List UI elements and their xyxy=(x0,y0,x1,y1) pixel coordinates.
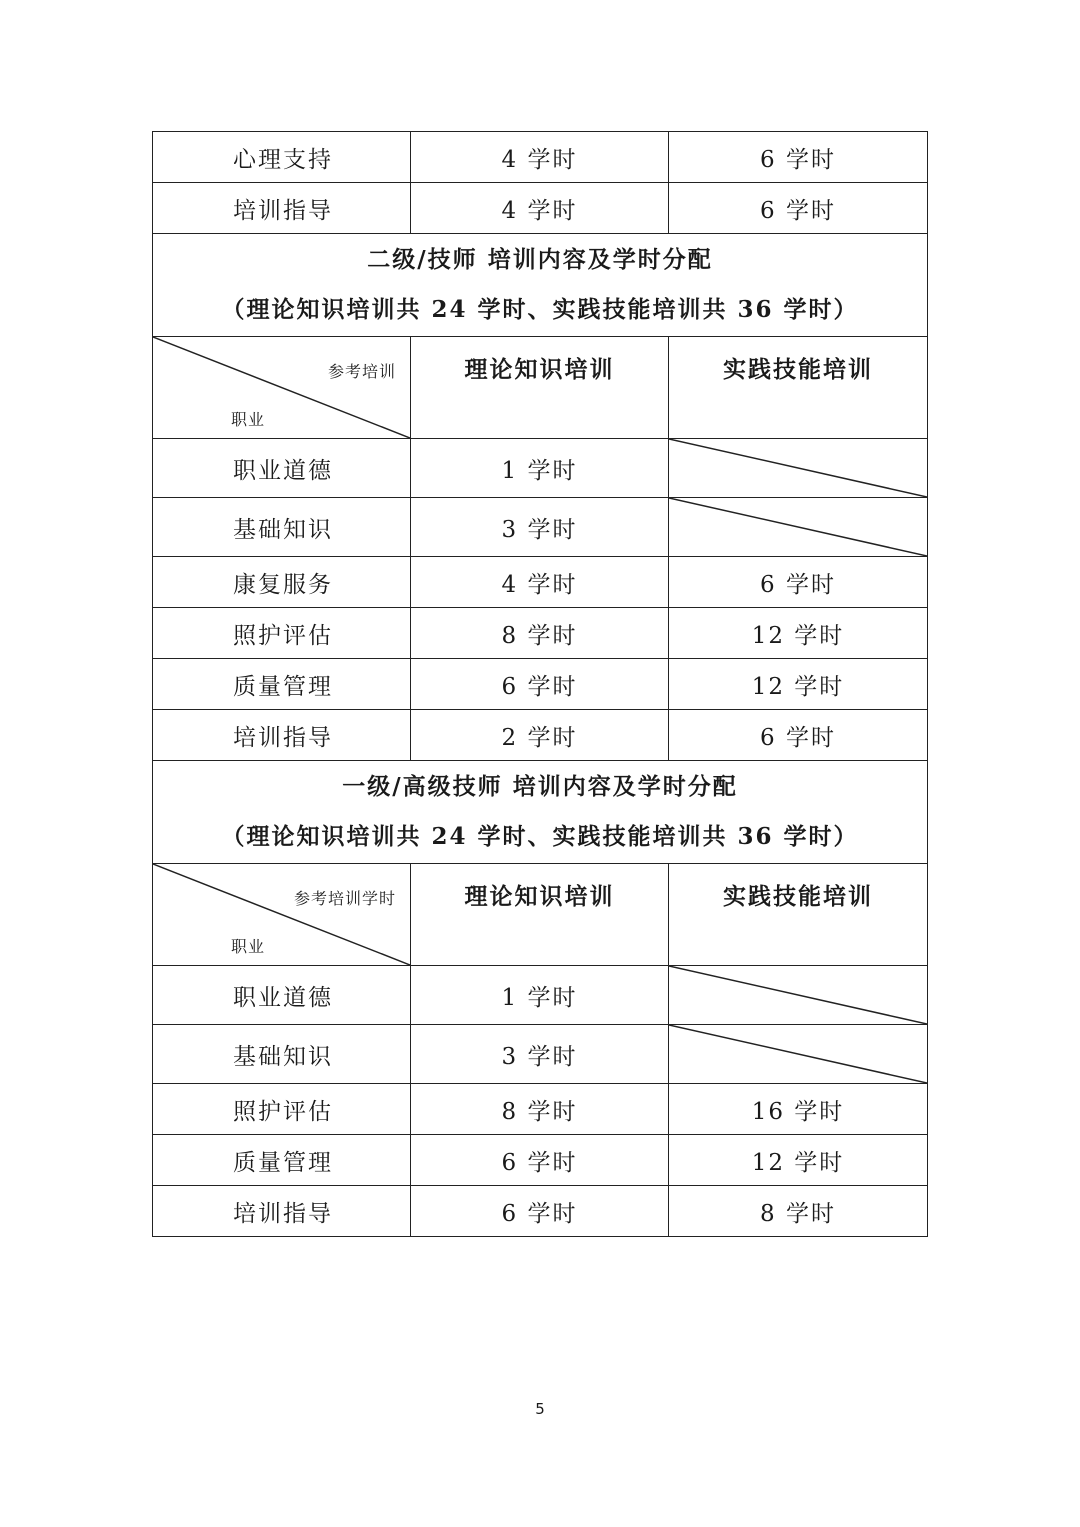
item-cell: 基础知识 xyxy=(153,1025,411,1084)
diagonal-line xyxy=(669,1025,927,1083)
practice-hours-cell: 6 学时 xyxy=(669,557,928,608)
table-row xyxy=(153,183,928,234)
corner-header-cell xyxy=(153,337,411,439)
section-title: 二级/技师 培训内容及学时分配 xyxy=(367,246,713,273)
theory-hours-cell: 1 学时 xyxy=(411,966,669,1025)
table-row xyxy=(153,132,928,183)
header-theory-label: 理论知识培训 xyxy=(464,356,615,383)
item-cell: 质量管理 xyxy=(153,659,411,710)
theory-hours-cell: 4 学时 xyxy=(411,183,669,234)
theory-hours-cell: 4 学时 xyxy=(411,132,669,183)
table-row xyxy=(153,557,928,608)
item-cell: 基础知识 xyxy=(153,498,411,557)
practice-hours-cell: 6 学时 xyxy=(669,183,928,234)
header-theory xyxy=(411,337,669,439)
diagonal-line xyxy=(153,337,410,438)
practice-hours-cell: 12 学时 xyxy=(669,1135,928,1186)
theory-hours-cell: 4 学时 xyxy=(411,557,669,608)
item-cell: 照护评估 xyxy=(153,1084,411,1135)
table-row xyxy=(153,1084,928,1135)
table-row xyxy=(153,1025,928,1084)
table-row xyxy=(153,498,928,557)
table-row xyxy=(153,659,928,710)
diagonal-line xyxy=(153,864,410,965)
theory-hours-cell: 1 学时 xyxy=(411,439,669,498)
corner-bottom-label: 职业 xyxy=(231,937,266,956)
table-row xyxy=(153,439,928,498)
theory-hours-cell: 6 学时 xyxy=(411,1186,669,1237)
item-cell: 培训指导 xyxy=(153,710,411,761)
section-subtitle: （理论知识培训共 24 学时、实践技能培训共 36 学时） xyxy=(221,823,859,850)
section-title-row xyxy=(153,234,928,337)
header-theory xyxy=(411,864,669,966)
table-row xyxy=(153,1135,928,1186)
section-title: 一级/高级技师 培训内容及学时分配 xyxy=(342,773,738,800)
page-number: 5 xyxy=(535,1400,545,1418)
section-title-cell xyxy=(153,234,928,337)
table-row xyxy=(153,1186,928,1237)
practice-hours-cell: 16 学时 xyxy=(669,1084,928,1135)
column-header-row xyxy=(153,337,928,439)
item-cell: 照护评估 xyxy=(153,608,411,659)
practice-hours-cell: 12 学时 xyxy=(669,659,928,710)
practice-empty-cell xyxy=(669,498,928,557)
theory-hours-cell: 3 学时 xyxy=(411,498,669,557)
theory-hours-cell: 8 学时 xyxy=(411,608,669,659)
header-practice-label: 实践技能培训 xyxy=(723,356,873,383)
theory-hours-cell: 3 学时 xyxy=(411,1025,669,1084)
corner-top-label: 参考培训 xyxy=(327,362,396,381)
item-cell: 培训指导 xyxy=(153,183,411,234)
item-cell: 康复服务 xyxy=(153,557,411,608)
practice-hours-cell: 8 学时 xyxy=(669,1186,928,1237)
header-theory-label: 理论知识培训 xyxy=(464,883,615,910)
corner-header-cell xyxy=(153,864,411,966)
theory-hours-cell: 8 学时 xyxy=(411,1084,669,1135)
practice-empty-cell xyxy=(669,439,928,498)
diagonal-line xyxy=(669,966,927,1024)
corner-top-label: 参考培训学时 xyxy=(293,889,396,908)
column-header-row xyxy=(153,864,928,966)
item-cell: 质量管理 xyxy=(153,1135,411,1186)
table-row xyxy=(153,966,928,1025)
theory-hours-cell: 6 学时 xyxy=(411,659,669,710)
header-practice xyxy=(669,864,928,966)
corner-bottom-label: 职业 xyxy=(231,410,266,429)
item-cell: 心理支持 xyxy=(153,132,411,183)
practice-hours-cell: 6 学时 xyxy=(669,710,928,761)
header-practice xyxy=(669,337,928,439)
item-cell: 培训指导 xyxy=(153,1186,411,1237)
practice-hours-cell: 6 学时 xyxy=(669,132,928,183)
practice-empty-cell xyxy=(669,1025,928,1084)
header-practice-label: 实践技能培训 xyxy=(723,883,873,910)
training-hours-table xyxy=(152,131,928,1237)
table-row xyxy=(153,608,928,659)
practice-empty-cell xyxy=(669,966,928,1025)
item-cell: 职业道德 xyxy=(153,966,411,1025)
section-title-cell xyxy=(153,761,928,864)
theory-hours-cell: 2 学时 xyxy=(411,710,669,761)
diagonal-line xyxy=(669,498,927,556)
item-cell: 职业道德 xyxy=(153,439,411,498)
diagonal-line xyxy=(669,439,927,497)
section-subtitle: （理论知识培训共 24 学时、实践技能培训共 36 学时） xyxy=(221,296,859,323)
theory-hours-cell: 6 学时 xyxy=(411,1135,669,1186)
section-title-row xyxy=(153,761,928,864)
table-row xyxy=(153,710,928,761)
practice-hours-cell: 12 学时 xyxy=(669,608,928,659)
